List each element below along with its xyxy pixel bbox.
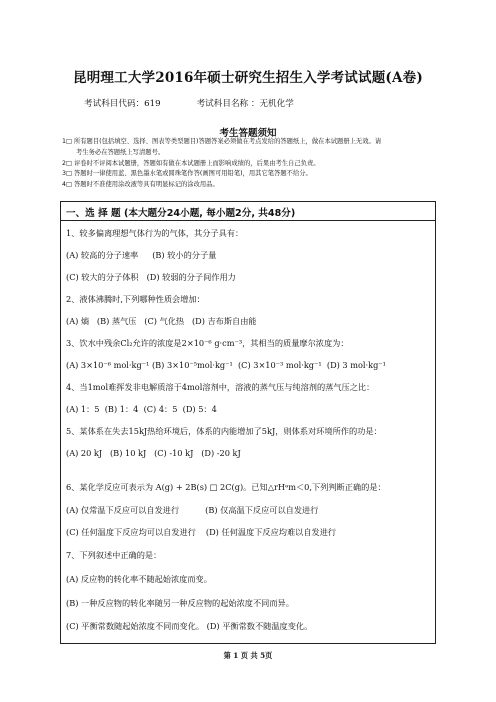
option: (A) 1：5 (66, 404, 100, 414)
subject-name: 考试科目名称 ：无机化学 (196, 99, 294, 109)
option: (B) 10 kJ (109, 448, 147, 458)
notice-list (62, 137, 442, 191)
question-stem: 3、饮水中残余Cl₂允许的浓度是2×10⁻⁶ g·cm⁻³，其相当的质量摩尔浓度为： (66, 338, 349, 348)
option: (D) 3 mol·kg⁻¹ (326, 360, 386, 370)
section-heading: 一、选 择 题 (本大题分24小题, 每小题2分, 共48分) (66, 208, 296, 219)
option: (C) 4：5 (143, 404, 178, 414)
notice-item: 1□ 所有题目(包括填空、选择、图表等类型题目)答题答案必须做在考点发给的答题纸上，做在本试题册上无效。请 (62, 138, 382, 145)
subject-code: 考试科目代码：619 (84, 99, 161, 109)
option: (A) 3×10⁻⁶ mol·kg⁻¹ (66, 360, 150, 370)
option: (D) 吉布斯自由能 (191, 316, 257, 326)
option: (C) -10 kJ (154, 448, 194, 458)
option: (D) 5：4 (182, 404, 217, 414)
question-options (66, 505, 318, 516)
option: (C) 3×10⁻³ mol·kg⁻¹ (237, 360, 322, 370)
option: (B) 仅高温下反应可以自发进行 (205, 505, 319, 515)
option: (A) 较高的分子速率 (66, 250, 139, 260)
question-stem: 6、某化学反应可表示为 A(g) + 2B(s) □ 2C(g)。已知△rHᶱm＜0,下列判断正确的是： (66, 482, 386, 492)
question-options (66, 527, 336, 538)
option: (A) 仅常温下反应可以自发进行 (66, 505, 180, 515)
option: (D) 较弱的分子间作用力 (146, 272, 236, 282)
divider (60, 220, 436, 221)
question-options (66, 250, 216, 261)
option: (B) 1：4 (104, 404, 139, 414)
option: (A) 20 kJ (66, 448, 103, 458)
notice-item: 考生务必在答题纸上写清题号。 (76, 148, 165, 156)
notice-item: 3□ 答题时一律使用蓝、黑色墨水笔或圆珠笔作答(画图可用铅笔)，用其它笔答题不给分。 (62, 170, 312, 178)
option: (D) -20 kJ (201, 448, 241, 458)
question-option-line: (C) 平衡常数随起始浓度不同而变化。 (D) 平衡常数不随温度变化。 (66, 621, 313, 631)
question-options (66, 360, 386, 370)
option: (B) 较小的分子量 (152, 250, 217, 260)
question-stem: 5、某体系在失去15kJ热给环境后，体系的内能增加了5kJ，则体系对环境所作的功是： (66, 426, 382, 436)
option: (B) 3×10⁻⁵mol·kg⁻¹ (151, 360, 233, 370)
question-stem: 1、较多偏离理想气体行为的气体，其分子具有： (66, 228, 244, 238)
question-option-line: (B) 一种反应物的转化率随另一种反应物的起始浓度不同而异。 (66, 598, 294, 608)
exam-title: 昆明理工大学2016年硕士研究生招生入学考试试题(A卷) (73, 70, 423, 86)
page-number: 第 1 页 共 5页 (223, 651, 273, 660)
question-stem: 7、下列叙述中正确的是： (66, 550, 162, 560)
notice-title: 考生答题须知 (219, 128, 277, 139)
option: (D) 任何温度下反应均难以自发进行 (205, 527, 337, 537)
option: (A) 熵 (66, 316, 90, 326)
option: (C) 较大的分子体积 (66, 272, 139, 282)
question-options (66, 404, 217, 415)
question-option-line: (A) 反应物的转化率不随起始浓度而变。 (66, 574, 212, 584)
option: (B) 蒸气压 (96, 316, 137, 326)
notice-item: 2□ 评卷时不评阅本试题册，答题如有做在本试题册上而影响成绩的，后果由考生自己负责。 (62, 159, 320, 167)
question-options (66, 316, 257, 327)
option: (C) 任何温度下反应均可以自发进行 (66, 527, 196, 537)
question-stem: 2、液体沸腾时,下列哪种性质会增加： (66, 294, 205, 304)
exam-meta (84, 97, 294, 109)
question-options (66, 448, 241, 458)
question-options (66, 272, 236, 283)
question-stem: 4、当1mol难挥发非电解质溶于4mol溶剂中，溶液的蒸气压与纯溶剂的蒸气压之比： (66, 382, 375, 392)
notice-item: 4□ 答题时不准使用涂改液等具有明显标记的涂改用品。 (62, 181, 219, 189)
option: (C) 气化热 (144, 316, 185, 326)
